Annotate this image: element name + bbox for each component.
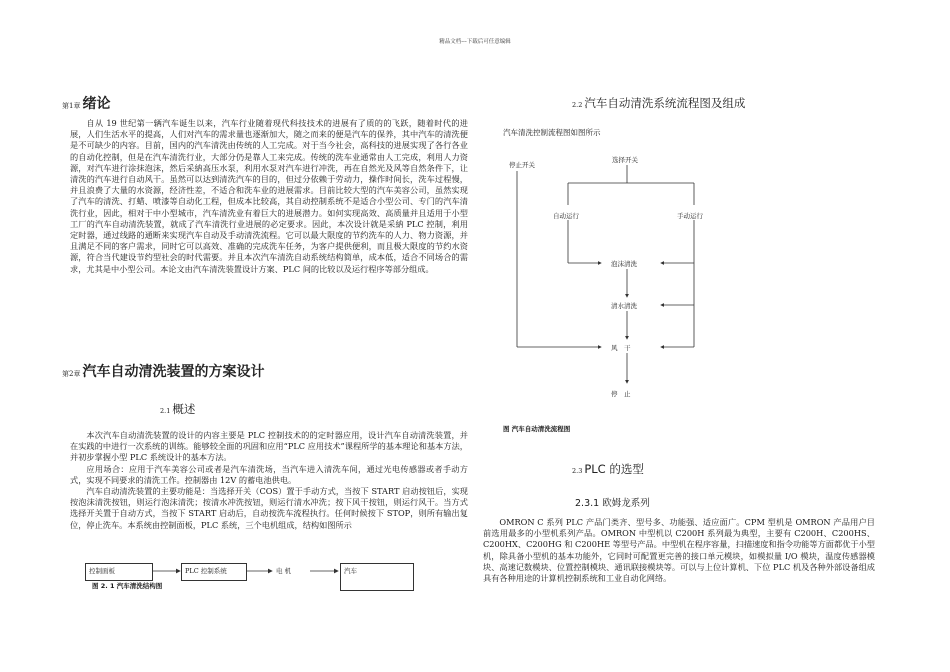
header-note: 精品文档---下载后可任意编辑 — [439, 39, 511, 45]
paragraph: 应用场合：应用于汽车美容公司或者是汽车清洗场，当汽车进入清洗车间，通过光电传感器或者手动方式，实现不同要求的清洗工作。控制器由 12V 的蓄电池供电。 — [70, 463, 468, 485]
chapter-title: 汽车自动清洗装置的方案设计 — [82, 364, 265, 380]
chapter-title: 绪论 — [82, 96, 111, 112]
flowchart-lines — [500, 145, 760, 415]
section-label: 2.1 — [160, 407, 171, 415]
flowchart-intro: 汽车清洗控制流程图如图所示 — [503, 128, 601, 137]
section-title: 汽车自动清洗系统流程图及组成 — [584, 96, 746, 110]
section-2-3-heading — [572, 461, 644, 477]
car-box: 汽车 — [340, 563, 414, 591]
paragraph: 自从 19 世纪第一辆汽车诞生以来，汽车行业随着现代科技技术的进展有了质的的飞跃，随着时代的进展，人们生活水平的提高，人们对汽车的需求量也逐渐加大，随之而来的便是汽车的保养，其中汽车的清洗便是不可缺少的内容。目前，国内的汽车清洗由传统的人工完成。对于当今社会，高科技的进展实现了各行各业的自动化控制，但是在汽车清洗行业，大部分仍是靠人工来完成。传统的洗车业通常由人工完成，利用人力资源，对汽车进行涂抹泡沫，然后采納高压水泵，利用水泵对汽车进行冲洗，再在自然光及风等自然条件下，让清洗的汽车进行自动风干。虽然可以达到清洗汽车的目的，但过分依赖于劳动力，操作时间长，洗车过程慢，并且浪费了大量的水资源，经济性差，不适合和洗车业的进展需求。目前比较大型的汽车美容公司，虽然实现了汽车的清洗、打蜡、喷漆等自动化工程，但成本比较高，其自动控制系统不是适合小型公司、专门的汽车清洗行业，因此，相对于中小型城市，汽车清洗业有着巨大的进展潜力。如何实现高效、高质量并且适用于小型工厂的汽车自动清洗装置，就成了汽车清洗行业进展的必定要求。因此，本次设计就是采納 PLC 控制，利用定时器，通过线路的通断来实现汽车自动及手动清洗流程。它可以最大限度的节约洗车的人力、物力资源，并且满足不同的客户需求，同时它可以高效、准确的完成洗车任务，为客户提供便利，而且极大限度的节约水资源，符合当代建设节约型社会的时代需要。并且本次汽车清洗自动系统结构简单，成本低，适合不同场合的需求，尤其是中小型公司。本论文由汽车清洗装置设计方案、PLC 间的比较以及运行程序等部分组成。 — [70, 118, 468, 274]
paragraph: OMRON C 系列 PLC 产品门类齐、型号多、功能强、适应面广。CPM 型机是 OMRON 产品用户目前选用最多的小型机系列产品。OMRON 中型机以 C200H 系列最为典型，主要有 C200H、C200HS、C200HX、C200HG 和 C200HE 等型号产品。中型机在程序容量，扫描速度和指令功能等方面都优于小型机，除具备小型机的基本功能外，它同时可配置更完善的接口单元模块，如模拟量 I/O 模块，温度传感器模块、高速记数模块、位置控制模块、通讯联接模块等。可以与上位计算机、下位 PLC 机及各种外部设备组成具有各种用途的计算机控制系统和工业自动化网络。 — [483, 517, 875, 584]
section-2-2-heading — [572, 95, 745, 111]
flow-stop-switch: 停止开关 — [509, 161, 535, 169]
section-label: 2.2 — [572, 101, 583, 109]
section-title: 概述 — [172, 402, 196, 416]
section-title: PLC 的选型 — [584, 462, 644, 476]
flow-dry: 风 干 — [611, 344, 631, 352]
flow-manual-run: 手动运行 — [677, 212, 703, 220]
motor-label: 电 机 — [276, 567, 292, 575]
section-2-1-body — [70, 430, 468, 531]
paragraph: 本次汽车自动清洗装置的设计的内容主要是 PLC 控制技术的的定时器应用，设计汽车自动清洗装置，并在实践的中进行一次系统的训练。能够较全面的巩固和应用“PLC 应用技术”课程所学的基本理论和基本方法，并初步掌握小型 PLC 系统设计的基本方法。 — [70, 430, 468, 463]
flow-foam-wash: 泡沫清洗 — [611, 260, 637, 268]
chapter-label: 第2章 — [62, 370, 81, 378]
flow-stop: 停 止 — [611, 390, 631, 398]
structure-diagram-caption: 图 2. 1 汽车清洗结构图 — [92, 582, 163, 590]
flowchart-caption: 图 汽车自动清洗流程图 — [503, 425, 571, 433]
chapter-2-heading — [62, 361, 264, 381]
section-label: 2.3 — [572, 467, 583, 475]
chapter-label: 第1章 — [62, 102, 81, 110]
section-2-3-1-body — [483, 517, 875, 584]
flow-water-wash: 清水清洗 — [611, 302, 637, 310]
chapter-1-heading — [62, 93, 110, 113]
chapter-1-body — [70, 118, 468, 275]
section-2-3-1-heading: 2.3.1 欧姆龙系列 — [575, 498, 650, 509]
flow-select-switch: 选择开关 — [612, 156, 638, 164]
plc-system-box: PLC 控制系统 — [181, 563, 247, 581]
paragraph: 汽车自动清洗装置的主要功能是：当选择开关（COS）置于手动方式，当按下 START 启动按钮后，实现按泡沫清洗按钮，则运行泡沫清洗；按清水冲洗按钮，则运行清水冲洗；按下风干按钮，则运行风干。当方式选择开关置于自动方式，当按下 START 启动后，自动按洗车流程执行。任何时候按下 STOP，则所有输出复位，停止洗车。本系统由控制面板，PLC 系统，三个电机组成，结构如图所示 — [70, 486, 468, 530]
flow-auto-run: 自动运行 — [553, 212, 579, 220]
control-panel-box: 控制面板 — [85, 563, 153, 581]
section-2-1-heading — [160, 401, 195, 417]
